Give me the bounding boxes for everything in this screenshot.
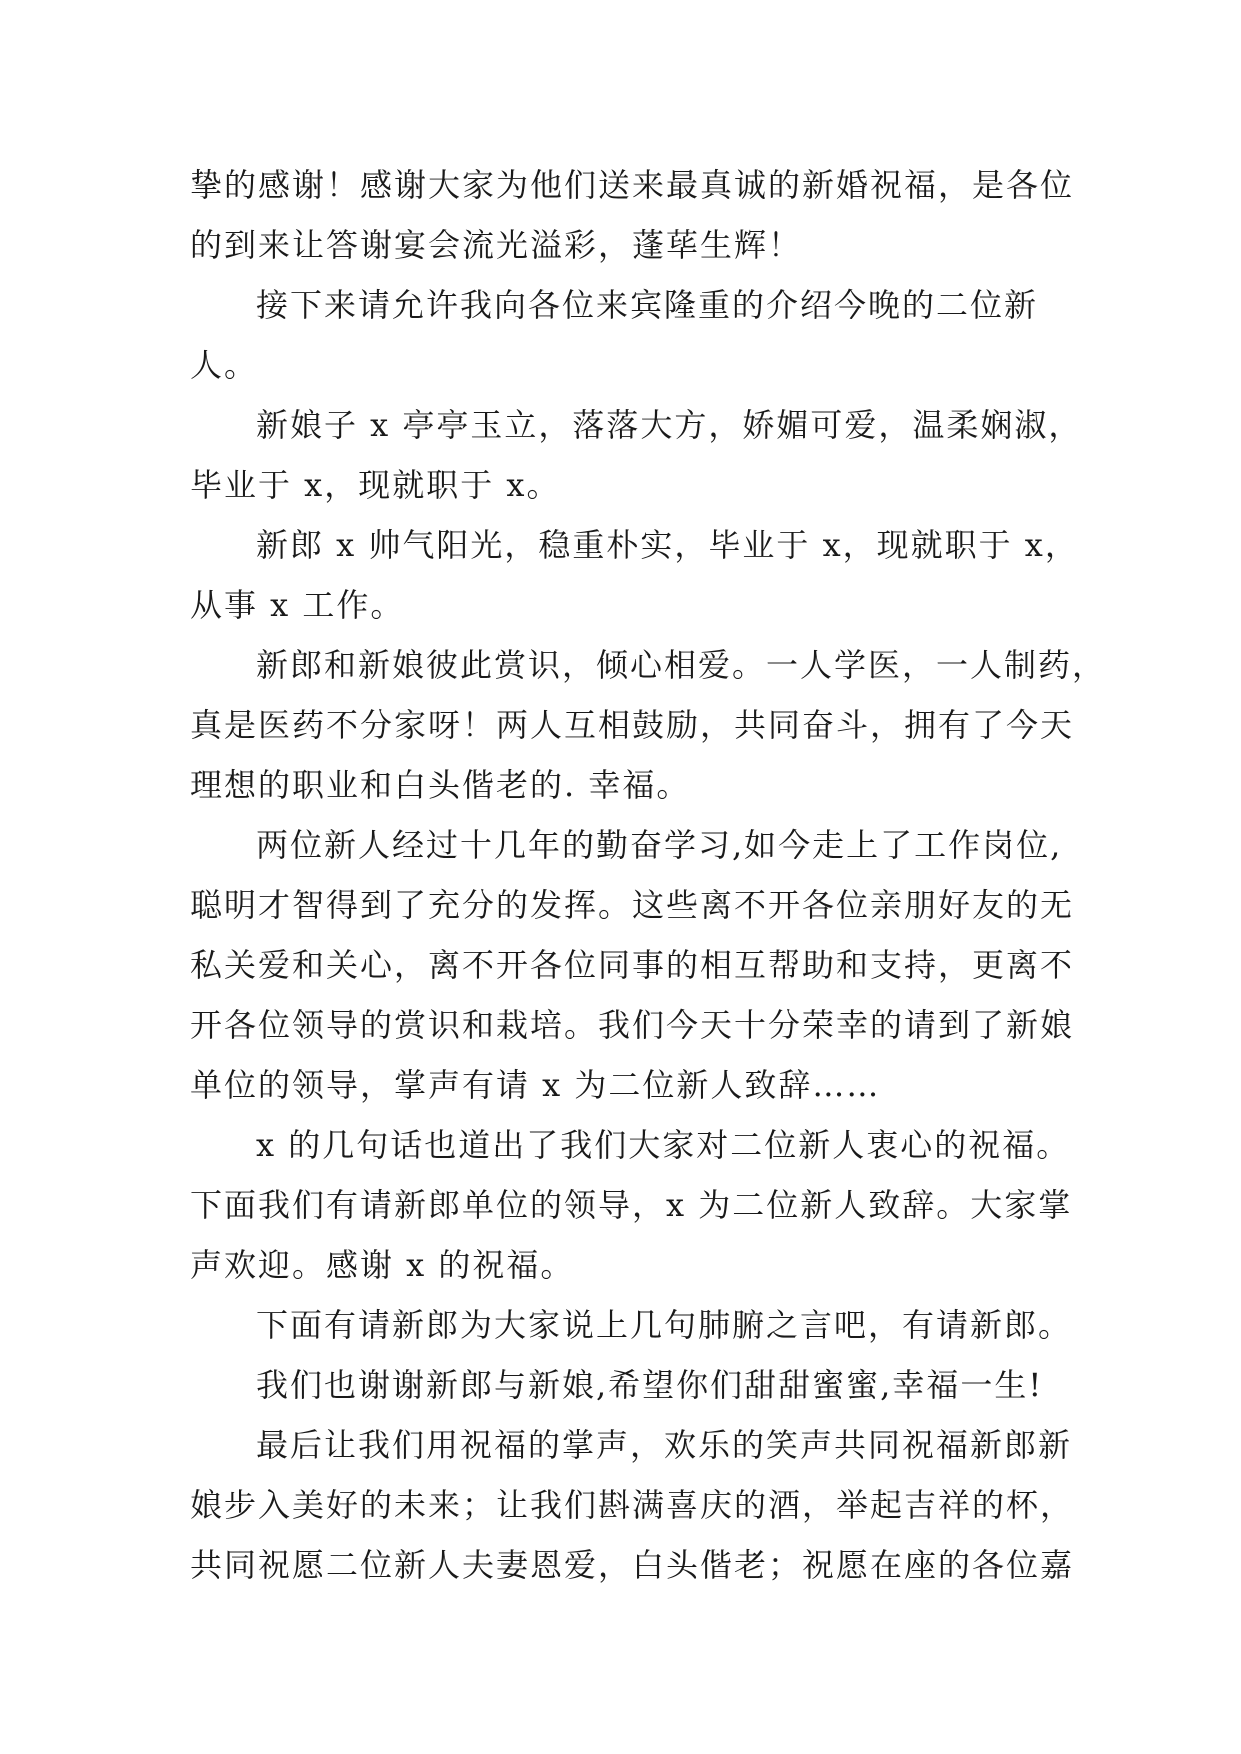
text-line: 两位新人经过十几年的勤奋学习,如今走上了工作岗位,: [256, 826, 1063, 864]
text-line: 真是医药不分家呀！两人互相鼓励，共同奋斗，拥有了今天: [190, 706, 1075, 744]
document-body: [190, 155, 1107, 1595]
text-line: 我们也谢谢新郎与新娘,希望你们甜甜蜜蜜,幸福一生!: [256, 1366, 1044, 1404]
text-line: 开各位领导的赏识和栽培。我们今天十分荣幸的请到了新娘: [190, 1006, 1075, 1044]
text-line: 下面我们有请新郎单位的领导，x 为二位新人致辞。大家掌: [190, 1186, 1073, 1224]
text-line: 单位的领导，掌声有请 x 为二位新人致辞……: [190, 1066, 881, 1104]
text-line: 私关爱和关心，离不开各位同事的相互帮助和支持，更离不: [190, 946, 1075, 984]
text-line: 下面有请新郎为大家说上几句肺腑之言吧，有请新郎。: [256, 1306, 1073, 1344]
text-line: 新郎和新娘彼此赏识，倾心相爱。一人学医，一人制药，: [256, 646, 1107, 684]
text-line: 人。: [190, 346, 259, 384]
text-line: 聪明才智得到了充分的发挥。这些离不开各位亲朋好友的无: [190, 886, 1075, 924]
text-line: 从事 x 工作。: [190, 586, 405, 624]
text-line: 新郎 x 帅气阳光，稳重朴实，毕业于 x，现就职于 x，: [256, 526, 1079, 564]
text-line: 接下来请允许我向各位来宾隆重的介绍今晚的二位新: [256, 286, 1039, 324]
text-line: 毕业于 x，现就职于 x。: [190, 466, 561, 504]
text-line: 挚的感谢！感谢大家为他们送来最真诚的新婚祝福，是各位: [190, 166, 1075, 204]
text-line: 共同祝愿二位新人夫妻恩爱，白头偕老；祝愿在座的各位嘉: [190, 1546, 1075, 1584]
text-line: x 的几句话也道出了我们大家对二位新人衷心的祝福。: [256, 1126, 1071, 1164]
text-line: 新娘子 x 亭亭玉立，落落大方，娇媚可爱，温柔娴淑，: [256, 406, 1083, 444]
text-line: 的到来让答谢宴会流光溢彩，蓬荜生辉！: [190, 226, 803, 264]
text-line: 声欢迎。感谢 x 的祝福。: [190, 1246, 575, 1284]
text-line: 最后让我们用祝福的掌声，欢乐的笑声共同祝福新郎新: [256, 1426, 1073, 1464]
text-line: 娘步入美好的未来；让我们斟满喜庆的酒，举起吉祥的杯，: [190, 1486, 1075, 1524]
text-line: 理想的职业和白头偕老的. 幸福。: [190, 766, 691, 804]
